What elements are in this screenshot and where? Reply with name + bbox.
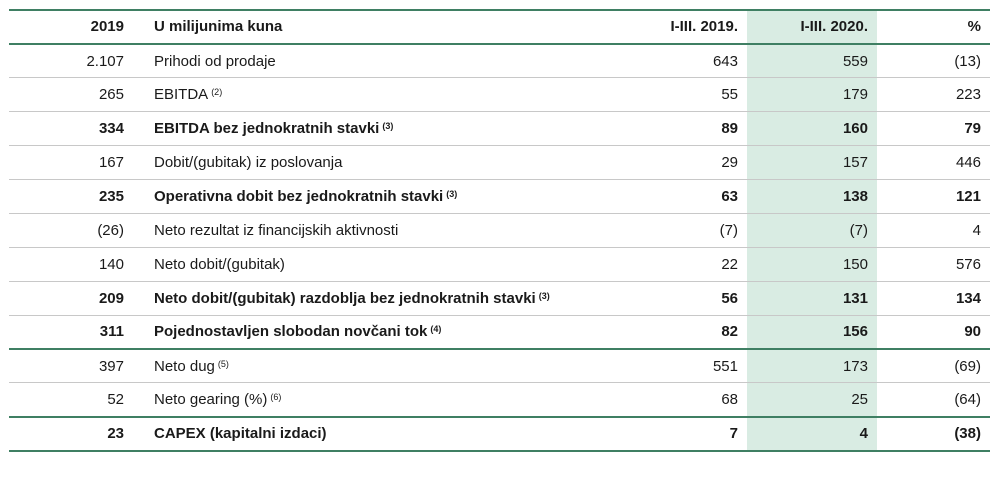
cell-label (133, 383, 631, 417)
cell-q1-2019: 89 (631, 112, 747, 146)
cell-q1-2019: 55 (631, 78, 747, 112)
cell-label (133, 349, 631, 383)
row-label: EBITDA (154, 86, 209, 104)
cell-2019: 209 (9, 281, 133, 315)
cell-label (133, 281, 631, 315)
table-row (9, 146, 990, 180)
header-label: U milijunima kuna (133, 10, 631, 44)
header-percent: % (877, 10, 990, 44)
cell-percent: (69) (877, 349, 990, 383)
header-year-2019: 2019 (9, 10, 133, 44)
cell-percent: 121 (877, 179, 990, 213)
cell-label (133, 146, 631, 180)
cell-2019: (26) (9, 213, 133, 247)
cell-label (133, 112, 631, 146)
cell-percent: 446 (877, 146, 990, 180)
table-row (9, 78, 990, 112)
cell-label (133, 213, 631, 247)
row-label: CAPEX (kapitalni izdaci) (154, 425, 327, 443)
cell-2019: 397 (9, 349, 133, 383)
cell-q1-2019: 56 (631, 281, 747, 315)
row-label: EBITDA bez jednokratnih stavki (154, 120, 380, 138)
cell-q1-2020: 25 (747, 383, 877, 417)
cell-2019: 167 (9, 146, 133, 180)
footnote-marker: (2) (211, 87, 223, 98)
table-row (9, 281, 990, 315)
cell-label (133, 315, 631, 349)
cell-2019: 140 (9, 247, 133, 281)
cell-q1-2019: 29 (631, 146, 747, 180)
footnote-marker: (6) (270, 391, 282, 402)
cell-percent: (64) (877, 383, 990, 417)
cell-label (133, 44, 631, 78)
row-label: Dobit/(gubitak) iz poslovanja (154, 154, 343, 171)
cell-2019: 334 (9, 112, 133, 146)
cell-q1-2020: 4 (747, 417, 877, 451)
table-row (9, 349, 990, 383)
financial-summary-table (9, 9, 990, 452)
row-label: Neto dobit/(gubitak) (154, 255, 285, 273)
row-label: Neto gearing (%) (154, 390, 268, 408)
cell-percent: 223 (877, 78, 990, 112)
table-row (9, 417, 990, 451)
row-label: Neto dobit/(gubitak) razdoblja bez jednokratnih stavki (154, 289, 536, 307)
cell-2019: 265 (9, 78, 133, 112)
cell-q1-2020: 559 (747, 44, 877, 78)
footnote-marker: (3) (382, 121, 394, 132)
cell-q1-2019: 68 (631, 383, 747, 417)
cell-q1-2019: 22 (631, 247, 747, 281)
table-row (9, 383, 990, 417)
cell-label (133, 78, 631, 112)
cell-q1-2019: 7 (631, 417, 747, 451)
cell-2019: 2.107 (9, 44, 133, 78)
cell-q1-2020: (7) (747, 213, 877, 247)
cell-q1-2019: 82 (631, 315, 747, 349)
cell-q1-2020: 179 (747, 78, 877, 112)
footnote-marker: (3) (538, 290, 550, 301)
cell-label (133, 247, 631, 281)
table-row (9, 44, 990, 78)
cell-percent: 4 (877, 213, 990, 247)
cell-percent: 134 (877, 281, 990, 315)
cell-q1-2020: 131 (747, 281, 877, 315)
cell-q1-2020: 157 (747, 146, 877, 180)
cell-label (133, 179, 631, 213)
cell-q1-2020: 160 (747, 112, 877, 146)
table-row (9, 112, 990, 146)
cell-2019: 52 (9, 383, 133, 417)
cell-q1-2020: 173 (747, 349, 877, 383)
header-q1-2019: I-III. 2019. (631, 10, 747, 44)
table-row (9, 247, 990, 281)
cell-2019: 235 (9, 179, 133, 213)
cell-q1-2019: 551 (631, 349, 747, 383)
row-label: Prihodi od prodaje (154, 52, 276, 70)
table-row (9, 213, 990, 247)
cell-q1-2020: 150 (747, 247, 877, 281)
cell-q1-2019: 643 (631, 44, 747, 78)
table-header-row (9, 10, 990, 44)
cell-percent: 79 (877, 112, 990, 146)
table-row (9, 179, 990, 213)
row-label: Operativna dobit bez jednokratnih stavki (154, 187, 444, 205)
cell-label (133, 417, 631, 451)
cell-2019: 311 (9, 315, 133, 349)
cell-q1-2019: 63 (631, 179, 747, 213)
row-label: Pojednostavljen slobodan novčani tok (154, 323, 428, 341)
footnote-marker: (4) (430, 324, 442, 335)
cell-percent: 576 (877, 247, 990, 281)
table-row (9, 315, 990, 349)
row-label: Neto rezultat iz financijskih aktivnosti (154, 221, 399, 239)
cell-q1-2020: 156 (747, 315, 877, 349)
cell-percent: (13) (877, 44, 990, 78)
cell-q1-2020: 138 (747, 179, 877, 213)
cell-percent: 90 (877, 315, 990, 349)
header-q1-2020: I-III. 2020. (747, 10, 877, 44)
cell-2019: 23 (9, 417, 133, 451)
cell-q1-2019: (7) (631, 213, 747, 247)
cell-percent: (38) (877, 417, 990, 451)
footnote-marker: (3) (446, 188, 458, 199)
row-label: Neto dug (154, 357, 215, 375)
footnote-marker: (5) (217, 358, 229, 369)
financial-table-container (9, 9, 990, 452)
